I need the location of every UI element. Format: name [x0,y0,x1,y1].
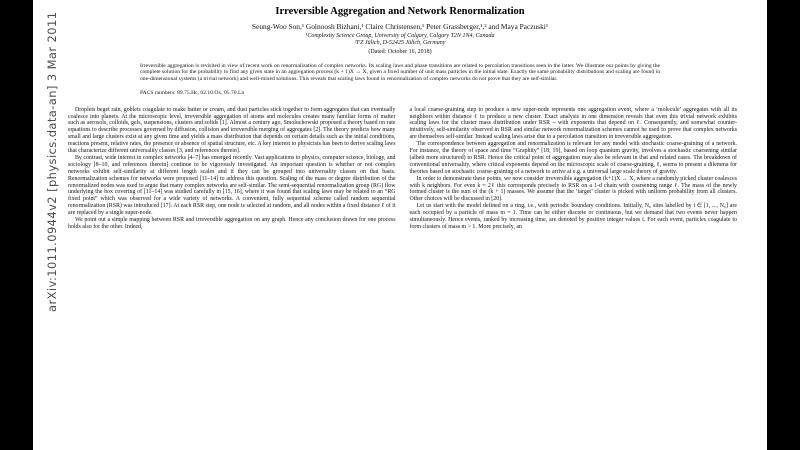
column-right [410,107,738,231]
paragraph: In order to demonstrate these points, we now consider irreversible aggregation (k+1)X → X, where a randomly picked cluster coalesces with k neighbors. For even k = 2ℓ this corresponds precisely to RSR on a 1-d chain with coarsening range ℓ. The mass of the newly formed cluster is the sum of the (k + 1) masses. We assume that the ‘target’ cluster is picked with uniform probability from all clusters. Other choices will be discussed in [20]. [409,175,737,203]
abstract: Irreversible aggregation is revisited in view of recent work on renormalization of complex networks. Its scaling laws and phase transitions are related to percolation transitions seen in the latter. We illustrate our points by giving the complete solution for the probability to find any given state in an aggregation process (k + 1)X → X, given a fixed number of unit mass particles in the initial state. Exactly the same probability distributions and scaling are found in one-dimensional systems (a trivial network) and well-mixed solutions. This reveals that scaling laws found in renormalization of complex networks do not prove that they are self-similar. [140,62,660,82]
column-left [68,107,396,231]
backdrop-left [0,0,33,450]
paper-title: Irreversible Aggregation and Network Renormalization [275,6,525,17]
arxiv-watermark: arXiv:1011.0944v2 [physics.data-an] 3 Mar 2011 [45,11,59,312]
author-line: Seung-Woo Son,¹ Golnoosh Bizhani,¹ Claire Christensen,¹ Peter Grassberger,¹,² and Maya Paczuski¹ [251,22,549,31]
affiliation-line-2: ²FZ Jülich, D-52425 Jülich, Germany [354,40,446,46]
affiliation-line-1: ¹Complexity Science Group, University of Calgary, Calgary T2N 1N4, Canada [305,32,495,39]
paragraph: Droplets beget rain, goblets coagulate to make butter or cream, and dust particles stick together to form aggregates that can eventually coalesce into planets. At the microscopic level, irreversible aggregation of atoms and molecules creates many familiar forms of matter such as aerosols, colloids, gels, suspensions, clusters and solids [1]. Almost a century ago, Smoluchowski proposed a theory based on rate equations to describe processes governed by diffusion, collision and irreversible merging of aggregates [2]. The theory predicts how many small and large clusters exist at any given time and yields a mass distribution that depends on certain details such as the initial conditions, reactions present, relative rates, the presence or absence of spatial structure, etc. A key interest to physicists has been to derive scaling laws that characterize different universality classes [3, and references therein]. [68,106,396,155]
paragraph: By contrast, wide interest in complex networks [4–7] has emerged recently. Vast applications to physics, computer science, biology, and sociology [8–10, and references therein] continue to be vigorously investigated. An important question is whether or not complex networks exhibit self-similarity at different length scales and if they can be grouped into universality classes on that basis. Renormalization schemes for networks were proposed [11–14] to address this question. Scaling of the mass or degree distribution of the renormalized nodes was used to argue that many complex networks are self-similar. The semi-sequential renormalization group (RG) flow underlying the box covering of [11–14] was studied carefully in [15, 16], where it was found that scaling laws may be related to an “RG fixed point” which was observed for a wide variety of networks. A convenient, fully sequential scheme called random sequential renormalization (RSR) was introduced [17]. At each RSR step, one node is selected at random, and all nodes within a fixed distance ℓ of it are replaced by a single super-node. [68,154,396,217]
backdrop-right [767,0,800,450]
paragraph: The correspondence between aggregation and renormalization is relevant for any model with stochastic coarse-graining of a network. For instance, the theory of space and time “Graphity” [18, 19], based on loop quantum gravity, involves a stochastic coarsening similar (albeit more structured) to RSR. Hence the critical point of aggregation may also be relevant in that and related cases. The breakdown of conventional universality, where critical exponents depend on the microscopic scale of coarse-graining, ℓ, seems to present a dilemma for theories based on stochastic coarse-graining of a network to arrive at e.g. a universal large scale theory of gravity. [409,141,737,175]
body-columns [33,96,767,231]
paper-page [33,0,767,450]
paragraph: We point out a simple mapping between RSR and irreversible aggregation on any graph. Hence any conclusion drawn for one process holds also for the other. Indeed, [68,217,396,231]
pacs-line: PACS numbers: 89.75.Hc, 02.10.Ox, 05.70.Ln [140,89,245,96]
paragraph: a local coarse-graining step to produce a new super-node represents one aggregation event, where a ‘molecule’ aggregates with all its neighbors within distance ℓ to produce a new cluster. Exact analysis in one dimension reveals that even this trivial network exhibits scaling laws for the cluster mass distribution under RSR – with exponents that depend on ℓ. Consequently, and somewhat counter-intuitively, self-similarity observed in RSR and similar network renormalization schemes cannot be used to prove that complex networks are themselves self-similar. Instead scaling laws arise due to a percolation transition in irreversible aggregation. [409,106,737,141]
date-line: (Dated: October 16, 2018) [368,48,432,55]
paragraph: Let us start with the model defined on a ring, i.e., with periodic boundary conditions. Initially, N₀ sites labelled by i ∈ [1, ..., N₀] are each occupied by a particle of mass m = 1. Time can be either discrete or continuous, but we demand that two events never happen simultaneously. Hence events, ranked by increasing time, are denoted by positive integer values t. For each event, particles coagulate to form clusters of mass m > 1. More precisely, an [409,203,737,231]
paper-header [33,0,767,55]
